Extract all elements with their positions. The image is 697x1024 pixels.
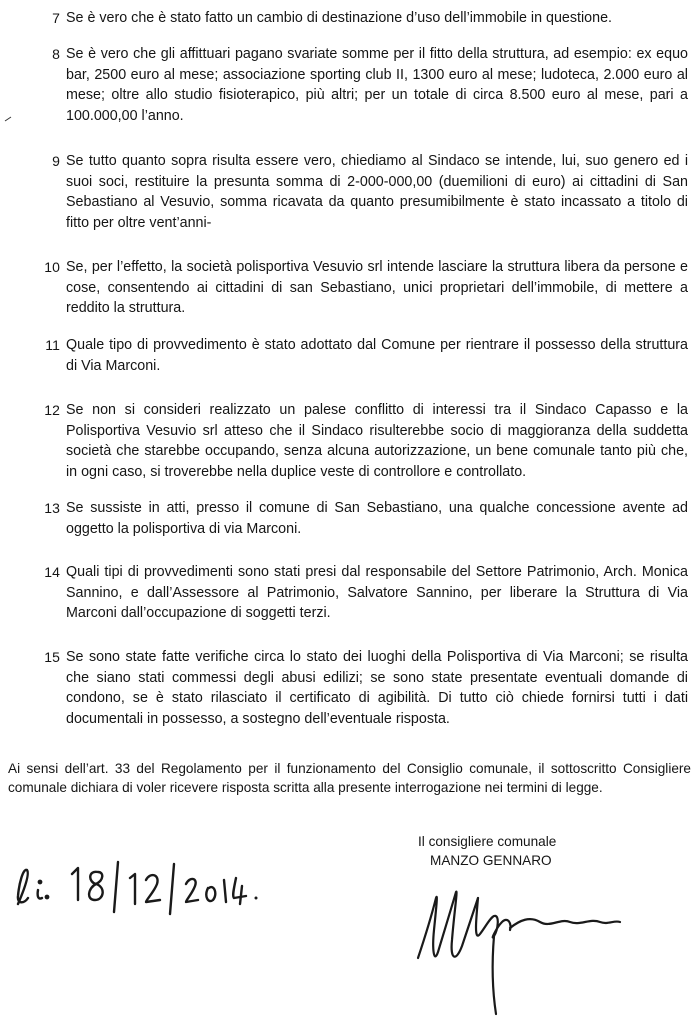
signatory-role: Il consigliere comunale	[418, 834, 557, 849]
item-text: Quale tipo di provvedimento è stato adottato dal Comune per rientrare il possesso della struttura di Via Marconi.	[66, 337, 688, 374]
item-number: 11	[45, 337, 60, 353]
item-text: Se è vero che è stato fatto un cambio di destinazione d’uso dell’immobile in questione.	[66, 10, 612, 26]
item-text: Se tutto quanto sopra risulta essere vero, chiediamo al Sindaco se intende, lui, suo genero ed i suoi soci, restituire la presunta somma di 2-000-000,00 (duemilioni di euro) ai cittadini di San Sebastiano al Vesuvio, somma ricavata da quanto presumibilmente è stato incassato a titolo di fitto per oltre vent’anni-	[66, 153, 688, 231]
item-number: 14	[44, 564, 60, 580]
item-text: Se è vero che gli affittuari pagano svariate somme per il fitto della struttura, ad esempio: ex equo bar, 2500 euro al mese; associazione sporting club II, 1300 euro al mese; ludoteca, 2.000 euro al mese; oltre allo studio fisioterapico, più altri; per un totale di circa 8.500 euro al mese, pari a 100.000,00 l’anno.	[66, 46, 688, 124]
item-text: Se sono state fatte verifiche circa lo stato dei luoghi della Polisportiva di Via Marconi; se risulta che siano stati commessi degli abusi edilizi; se sono state presentate eventuali domande di condono, se è stato rilasciato il certificato di agibilità. Di tutto ciò chiede fornirsi tutti i dati documentali in possesso, a sostegno dell’eventuale risposta.	[66, 649, 688, 727]
item-number: 13	[44, 500, 60, 516]
signatory-name: MANZO GENNARO	[430, 853, 552, 868]
item-number: 12	[44, 402, 60, 418]
item-text: Quali tipi di provvedimenti sono stati presi dal responsabile del Settore Patrimonio, Arch. Monica Sannino, e dall’Assessore al Patrimonio, Salvatore Sannino, per liberare la Struttura di Via Marconi dall’occupazione di soggetti terzi.	[66, 564, 688, 621]
item-number: 8	[52, 46, 60, 62]
item-number: 10	[44, 259, 60, 275]
item-text: Se sussiste in atti, presso il comune di San Sebastiano, una qualche concessione avente ad oggetto la polisportiva di via Marconi.	[66, 500, 688, 537]
signature-scribble	[0, 870, 697, 1020]
margin-mark-icon	[4, 114, 14, 124]
item-text: Se, per l’effetto, la società polisportiva Vesuvio srl intende lasciare la struttura libera da persone e cose, consentendo ai cittadini di san Sebastiano, unici proprietari dell’immobile, di mettere a reddito la struttura.	[66, 259, 688, 316]
item-number: 15	[44, 649, 60, 665]
item-number: 7	[52, 10, 60, 26]
item-text: Se non si consideri realizzato un palese conflitto di interessi tra il Sindaco Capasso e la Polisportiva Vesuvio srl atteso che il Sindaco risulterebbe socio di maggioranza della suddetta società che starebbe occupando, senza alcuna autorizzazione, un bene comunale tanto più che, in ogni caso, si troverebbe nella duplice veste di controllore e controllato.	[66, 402, 688, 480]
item-number: 9	[52, 153, 60, 169]
closing-paragraph: Ai sensi dell’art. 33 del Regolamento per il funzionamento del Consiglio comunale, il sottoscritto Consigliere comunale dichiara di voler ricevere risposta scritta alla presente interrogazione nei termini di legge.	[8, 761, 691, 795]
